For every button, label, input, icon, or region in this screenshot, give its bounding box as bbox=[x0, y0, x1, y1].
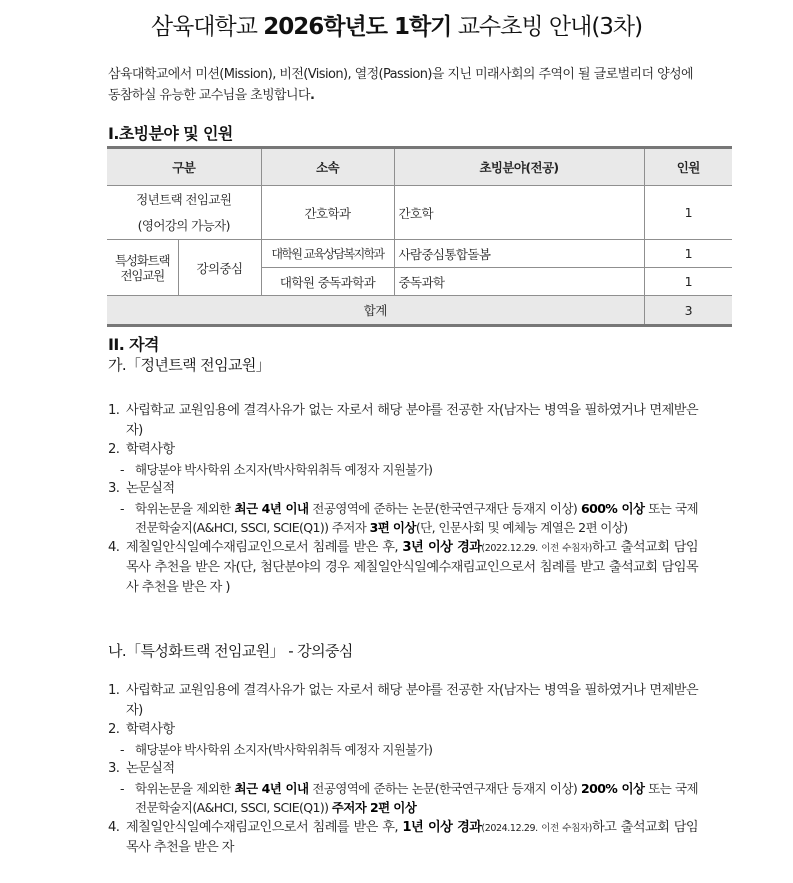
field-cell: 중독과학 bbox=[394, 268, 644, 296]
recruitment-table bbox=[107, 146, 732, 327]
header-count: 인원 bbox=[644, 148, 732, 186]
category-cell: 특성화트랙 전임교원 bbox=[107, 240, 178, 296]
total-count: 3 bbox=[644, 296, 732, 326]
count-cell: 1 bbox=[644, 240, 732, 268]
list-item: 3. 논문실적 bbox=[108, 761, 175, 776]
field-cell: 사람중심통합돌봄 bbox=[394, 240, 644, 268]
list-item: 2. 학력사항 bbox=[108, 442, 175, 457]
table-row bbox=[107, 240, 732, 268]
field-cell: 간호학 bbox=[394, 186, 644, 240]
list-item: 2. 학력사항 bbox=[108, 722, 175, 737]
page-title: 삼육대학교 2026학년도 1학기 교수초빙 안내(3차) bbox=[150, 14, 643, 40]
specialized-track-requirements bbox=[108, 681, 698, 858]
table-header-row bbox=[107, 148, 732, 186]
list-subitem: - 학위논문을 제외한 최근 4년 이내 전공영역에 준하는 논문(한국연구재단 등재지 이상) 200% 이상 또는 국제전문학술지(A&HCI, SSCI, SCIE(Q1)) 주저자 2편 이상 bbox=[120, 780, 698, 815]
department-cell: 대학원 교육상담복지학과 bbox=[261, 240, 394, 268]
header-department: 소속 bbox=[261, 148, 394, 186]
list-item: 3. 논문실적 bbox=[108, 481, 175, 496]
list-subitem: - 해당분야 박사학위 소지자(박사학위취득 예정자 지원불가) bbox=[120, 741, 433, 757]
department-cell: 간호학과 bbox=[261, 186, 394, 240]
count-cell: 1 bbox=[644, 186, 732, 240]
list-item: 4. 제칠일안식일예수재림교인으로서 침례를 받은 후, 1년 이상 경과(2024.12.29. 이전 수침자)하고 출석교회 담임목사 추천을 받은 자 bbox=[108, 819, 698, 855]
table-total-row bbox=[107, 296, 732, 326]
subsection-heading-specialized-track: 나.「특성화트랙 전임교원」 - 강의중심 bbox=[108, 642, 353, 660]
section-heading-qualifications: II. 자격 bbox=[108, 335, 159, 354]
total-label: 합계 bbox=[107, 296, 644, 326]
tenure-track-requirements bbox=[108, 401, 698, 597]
count-cell: 1 bbox=[644, 268, 732, 296]
list-item: 4. 제칠일안식일예수재림교인으로서 침례를 받은 후, 3년 이상 경과(2022.12.29. 이전 수침자)하고 출석교회 담임목사 추천을 받은 자(단, 첨단분야의 경우 제칠일안식일예수재림교인으로서 침례를 받고 출석교회 담임목사 추천을 받은 자 ) bbox=[108, 539, 698, 595]
section-heading-positions: Ⅰ.초빙분야 및 인원 bbox=[108, 124, 233, 143]
header-category: 구분 bbox=[107, 148, 261, 186]
subcategory-cell: 강의중심 bbox=[178, 240, 261, 296]
table-row bbox=[107, 186, 732, 240]
subsection-heading-tenure-track: 가.「정년트랙 전임교원」 bbox=[108, 356, 271, 374]
department-cell: 대학원 중독과학과 bbox=[261, 268, 394, 296]
list-item: 1. 사립학교 교원임용에 결격사유가 없는 자로서 해당 분야를 전공한 자(남자는 병역을 필하였거나 면제받은 자) bbox=[108, 403, 698, 438]
list-item: 1. 사립학교 교원임용에 결격사유가 없는 자로서 해당 분야를 전공한 자(남자는 병역을 필하였거나 면제받은 자) bbox=[108, 683, 698, 718]
list-subitem: - 학위논문을 제외한 최근 4년 이내 전공영역에 준하는 논문(한국연구재단 등재지 이상) 600% 이상 또는 국제전문학술지(A&HCI, SSCI, SCIE(Q1)) 주저자 3편 이상(단, 인문사회 및 예체능 계열은 2편 이상) bbox=[120, 500, 698, 535]
list-subitem: - 해당분야 박사학위 소지자(박사학위취득 예정자 지원불가) bbox=[120, 461, 433, 477]
header-field: 초빙분야(전공) bbox=[394, 148, 644, 186]
intro-paragraph: 삼육대학교에서 미션(Mission), 비전(Vision), 열정(Passion)을 지닌 미래사회의 주역이 될 글로벌리더 양성에 동참하실 유능한 교수님을 초빙합니다. bbox=[108, 67, 693, 103]
category-cell: 정년트랙 전임교원 (영어강의 가능자) bbox=[107, 186, 261, 240]
